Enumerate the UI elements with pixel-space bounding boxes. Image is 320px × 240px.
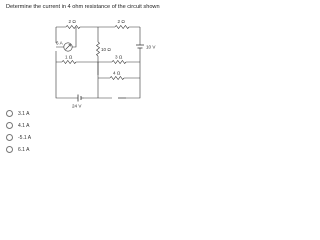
wire-right: [118, 27, 140, 98]
option-label: 3.1 A: [18, 110, 30, 117]
wire-left: [56, 27, 62, 98]
radio-button[interactable]: [6, 122, 13, 129]
label-r-bottom: 4 Ω: [113, 70, 121, 76]
label-r-top-left: 2 Ω: [68, 19, 76, 24]
option-2[interactable]: [6, 122, 46, 132]
label-current-source: 6 A: [56, 40, 63, 46]
label-r-top-right: 2 Ω: [117, 19, 125, 24]
label-r-middle: 10 Ω: [101, 47, 111, 52]
option-label: 4.1 A: [18, 122, 30, 129]
resistor-top-right: [115, 26, 129, 29]
option-3[interactable]: [6, 134, 46, 144]
option-label: 6.1 A: [18, 146, 30, 153]
radio-button[interactable]: [6, 134, 13, 141]
current-source-arrow: [66, 45, 71, 50]
battery-bottom: [78, 95, 81, 102]
radio-button[interactable]: [6, 110, 13, 117]
battery-right: [136, 45, 144, 48]
label-r-mid-right: 3 Ω: [115, 54, 123, 60]
label-voltage-right: 10 V: [146, 44, 156, 50]
resistor-middle: [97, 42, 100, 56]
label-voltage-bottom: 24 V: [72, 103, 82, 109]
resistor-mid-left: [62, 61, 76, 64]
option-1[interactable]: [6, 110, 46, 120]
resistor-bottom: [110, 77, 124, 80]
label-r-mid-left: 1 Ω: [65, 54, 73, 60]
option-4[interactable]: [6, 146, 46, 156]
resistor-top-left: [66, 26, 80, 29]
resistor-mid-right: [112, 61, 126, 64]
radio-button[interactable]: [6, 146, 13, 153]
option-label: -5.1 A: [18, 134, 32, 141]
question-text: Determine the current in 4 ohm resistance of the circuit shown: [6, 4, 160, 10]
